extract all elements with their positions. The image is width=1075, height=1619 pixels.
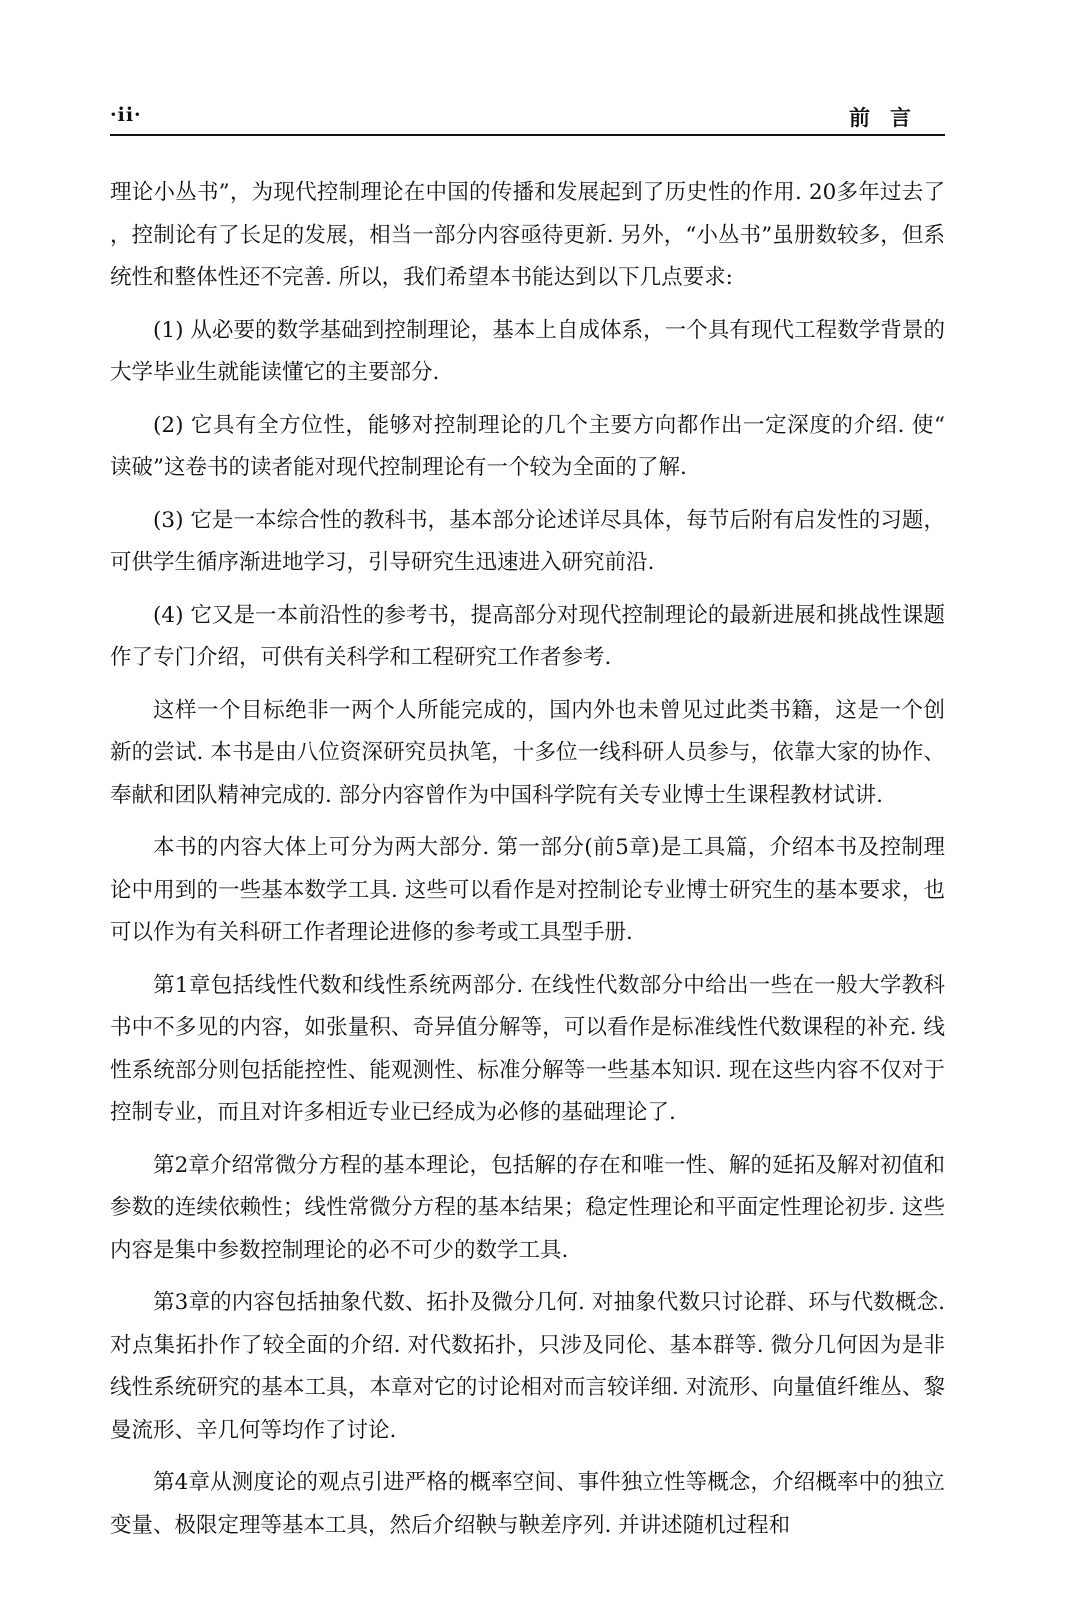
page-header [110,100,945,136]
paragraph: 本书的内容大体上可分为两大部分. 第一部分(前5章)是工具篇，介绍本书及控制理论中用到的一些基本数学工具. 这些可以看作是对控制论专业博士研究生的基本要求，也可以作为有关科研工作者理论进修的参考或工具型手册. [110,835,945,945]
body-text [110,172,945,1557]
paragraph: (1) 从必要的数学基础到控制理论，基本上自成体系，一个具有现代工程数学背景的大学毕业生就能读懂它的主要部分. [110,317,945,385]
paragraph: 第4章从测度论的观点引进严格的概率空间、事件独立性等概念，介绍概率中的独立变量、极限定理等基本工具，然后介绍鞅与鞅差序列. 并讲述随机过程和 [110,1470,945,1538]
page-number: ·ii· [110,104,142,126]
paragraph: 理论小丛书”，为现代控制理论在中国的传播和发展起到了历史性的作用. 20多年过去了，控制论有了长足的发展，相当一部分内容亟待更新. 另外，“小丛书”虽册数较多，但系统性和整体性还不完善. 所以，我们希望本书能达到以下几点要求: [110,180,945,290]
paragraph: 第2章介绍常微分方程的基本理论，包括解的存在和唯一性、解的延拓及解对初值和参数的连续依赖性；线性常微分方程的基本结果；稳定性理论和平面定性理论初步. 这些内容是集中参数控制理论的必不可少的数学工具. [110,1152,945,1263]
paragraph: (3) 它是一本综合性的教科书，基本部分论述详尽具体，每节后附有启发性的习题，可供学生循序渐进地学习，引导研究生迅速进入研究前沿. [110,507,945,575]
paragraph: (4) 它又是一本前沿性的参考书，提高部分对现代控制理论的最新进展和挑战性课题作了专门介绍，可供有关科学和工程研究工作者参考. [110,602,945,670]
paragraph: (2) 它具有全方位性，能够对控制理论的几个主要方向都作出一定深度的介绍. 使“读破”这卷书的读者能对现代控制理论有一个较为全面的了解. [110,412,945,480]
running-title: 前言 [849,105,931,130]
paragraph: 这样一个目标绝非一两个人所能完成的，国内外也未曾见过此类书籍，这是一个创新的尝试. 本书是由八位资深研究员执笔，十多位一线科研人员参与，依靠大家的协作、奉献和团队精神完成的. 部分内容曾作为中国科学院有关专业博士生课程教材试讲. [110,697,945,808]
paragraph: 第1章包括线性代数和线性系统两部分. 在线性代数部分中给出一些在一般大学教科书中不多见的内容，如张量积、奇异值分解等，可以看作是标准线性代数课程的补充. 线性系统部分则包括能控性、能观测性、标准分解等一些基本知识. 现在这些内容不仅对于控制专业，而且对许多相近专业已经成为必修的基础理论了. [110,972,945,1125]
paragraph: 第3章的内容包括抽象代数、拓扑及微分几何. 对抽象代数只讨论群、环与代数概念. 对点集拓扑作了较全面的介绍. 对代数拓扑，只涉及同伦、基本群等. 微分几何因为是非线性系统研究的基本工具，本章对它的讨论相对而言较详细. 对流形、向量值纤维丛、黎曼流形、辛几何等均作了讨论. [110,1290,945,1443]
